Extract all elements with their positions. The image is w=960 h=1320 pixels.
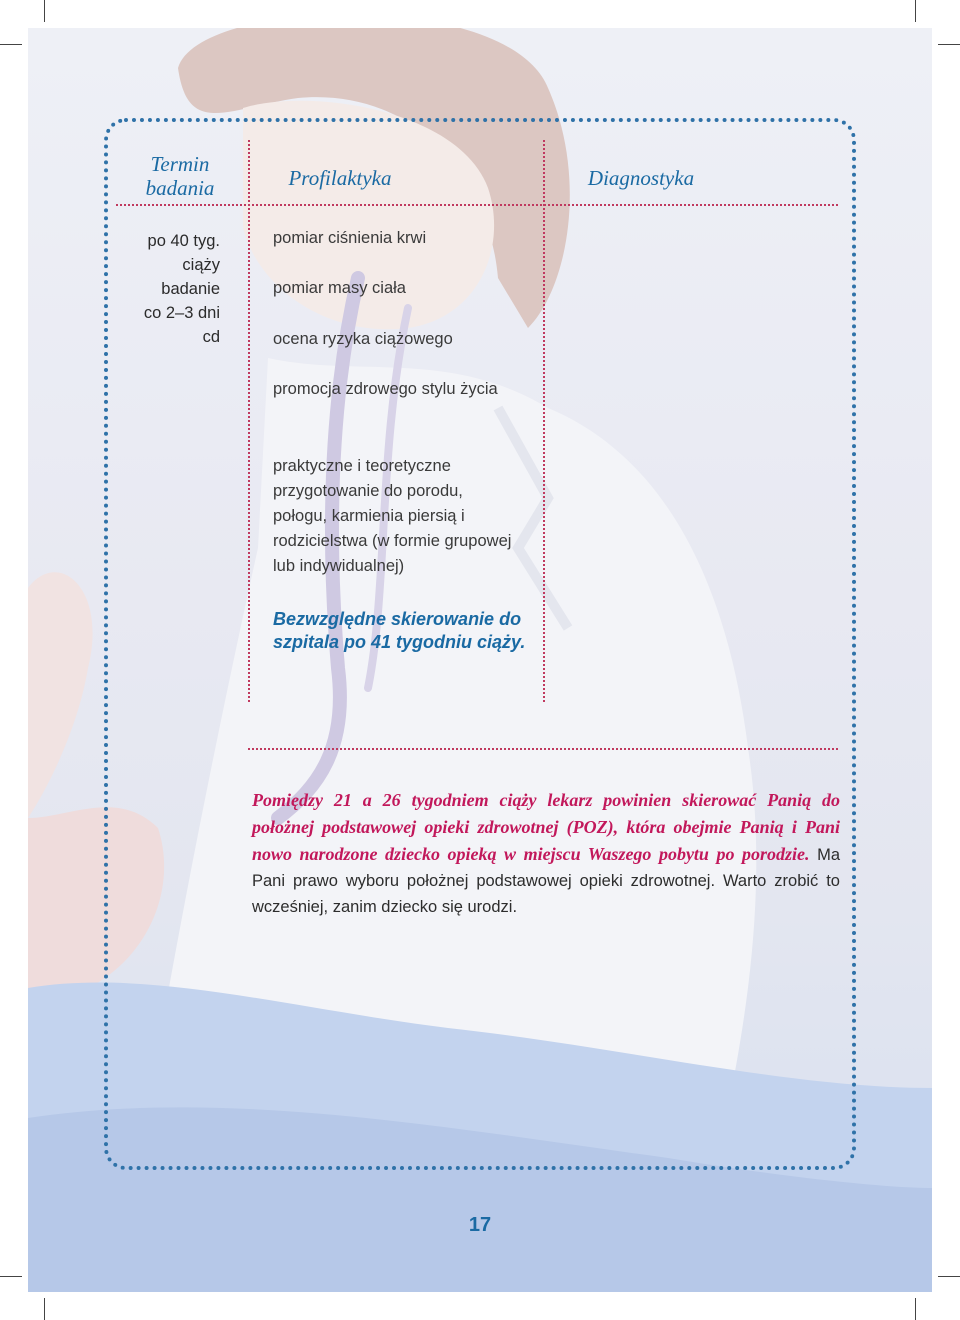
prophylaxis-item: promocja zdrowego stylu życia <box>273 380 498 398</box>
header-term: Termin badania <box>145 152 215 200</box>
page-number: 17 <box>468 1214 492 1236</box>
crop-mark <box>938 44 960 45</box>
column-divider <box>543 140 545 702</box>
section-divider <box>248 748 838 750</box>
info-highlight: Pomiędzy 21 a 26 tygodniem ciąży lekarz powinien skierować Panią do położnej podstawowej opieki zdrowotnej (POZ), która obejmie Panią i Pani nowo narodzone dziecko opieką w miejscu Waszego pobytu po porodzie. <box>252 790 840 864</box>
term-line: badanie <box>161 280 220 298</box>
term-line: co 2–3 dni <box>143 304 220 322</box>
crop-mark <box>938 1276 960 1277</box>
crop-mark <box>0 1276 22 1277</box>
prophylaxis-item: pomiar masy ciała <box>273 279 406 297</box>
crop-mark <box>0 44 22 45</box>
term-cell <box>120 229 220 349</box>
term-line: cd <box>202 328 220 346</box>
term-line: ciąży <box>182 256 220 274</box>
term-line: po 40 tyg. <box>147 232 220 250</box>
prophylaxis-item: ocena ryzyka ciążowego <box>273 330 453 348</box>
prophylaxis-emphasis: Bezwzględne skierowanie do szpitala po 41 tygodniu ciąży. <box>273 609 526 652</box>
info-text: Ma Pani prawo wyboru położnej podstawowej opieki zdrowotnej. Warto zrobić to wcześniej, zanim dziecko się urodzi. <box>252 846 841 916</box>
prophylaxis-item: praktyczne i teoretyczne przygotowanie do porodu, połogu, karmienia piersią i rodzicielstwa (w formie grupowej lub indywidualnej) <box>273 457 512 575</box>
header-prophylaxis: Profilaktyka <box>288 166 392 190</box>
crop-mark <box>915 1298 916 1320</box>
info-paragraph <box>252 787 840 920</box>
header-diagnostics: Diagnostyka <box>587 166 695 190</box>
crop-mark <box>44 0 45 22</box>
prophylaxis-item: pomiar ciśnienia krwi <box>273 229 427 247</box>
column-divider <box>248 140 250 702</box>
crop-mark <box>915 0 916 22</box>
header-divider <box>116 204 838 206</box>
crop-mark <box>44 1298 45 1320</box>
